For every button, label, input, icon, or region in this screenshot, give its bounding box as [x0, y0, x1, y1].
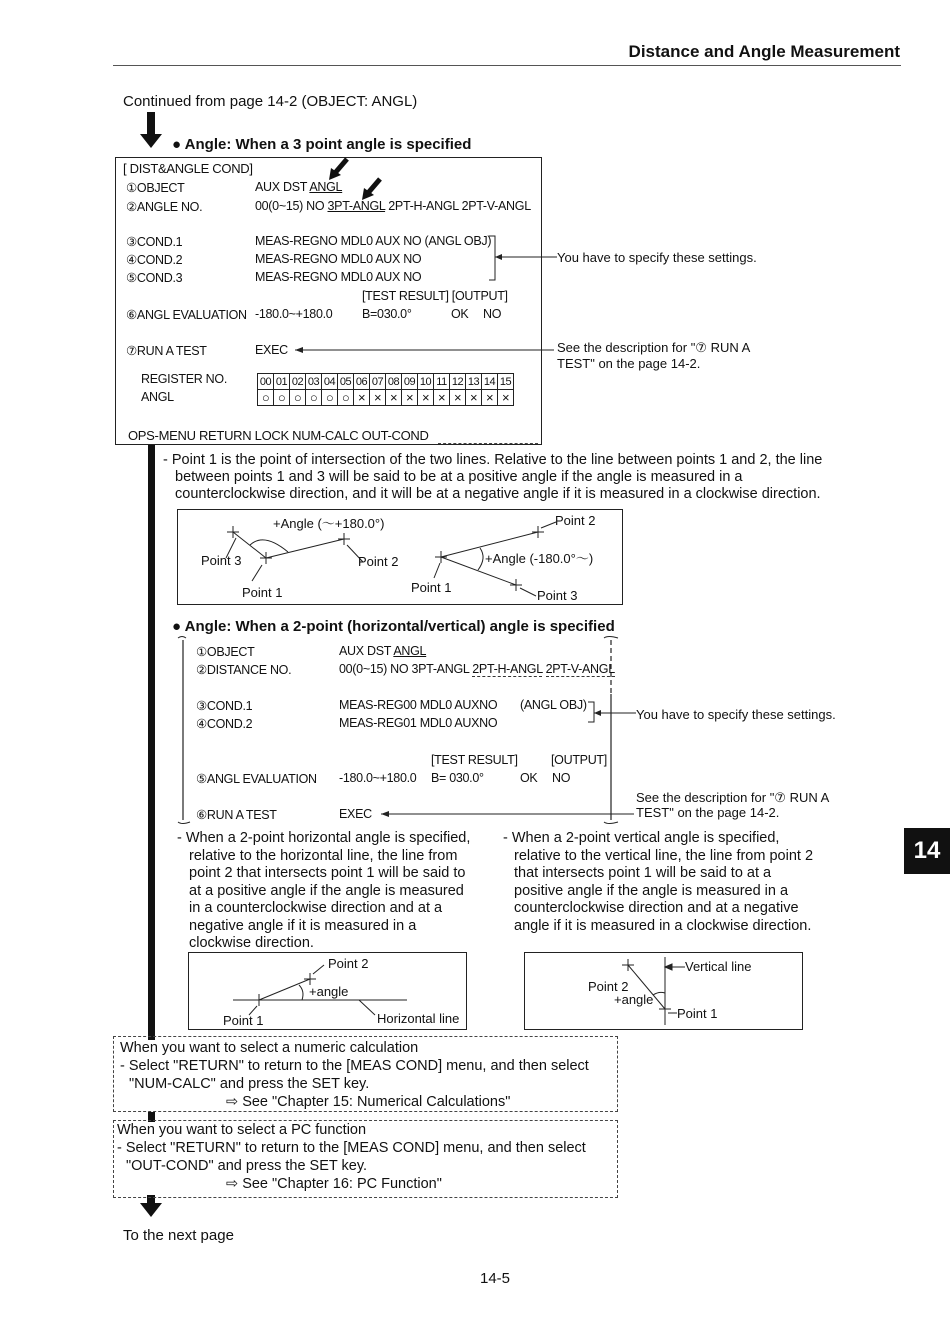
cond3-label: ⑤COND.3 [126, 271, 183, 285]
box1-line-3: "NUM-CALC" and press the SET key. [129, 1076, 370, 1092]
s2-eval-ok: OK [520, 771, 538, 785]
section1-title: ● Angle: When a 3 point angle is specified [172, 136, 472, 153]
s2-test-result: [TEST RESULT] [431, 753, 518, 767]
register-mark-cell: ○ [322, 390, 338, 406]
s2-eval-b: B= 030.0° [431, 771, 484, 785]
fig2-point1-label: Point 1 [411, 580, 452, 595]
chapter-tab: 14 [904, 828, 950, 874]
s2-dist-value: 00(0~15) NO 3PT-ANGL 2PT-H-ANGL 2PT-V-ANGL [339, 662, 615, 676]
cond2-label: ④COND.2 [126, 253, 183, 267]
register-number-cell: 15 [498, 374, 514, 390]
cond3-value: MEAS-REGNO MDL0 AUX NO [255, 270, 422, 284]
s2-cond1-label: ③COND.1 [196, 699, 253, 713]
register-mark-cell: × [434, 390, 450, 406]
screen-title: [ DIST&ANGLE COND] [123, 161, 253, 176]
register-mark-cell: ○ [258, 390, 274, 406]
note-run-1: See the description for "⑦ RUN A [557, 340, 751, 355]
register-number-cell: 03 [306, 374, 322, 390]
s2-run-arrow [378, 807, 636, 821]
box2-line-3: "OUT-COND" and press the SET key. [126, 1158, 368, 1174]
box1-line-2: - Select "RETURN" to return to the [MEAS COND] menu, and then select [120, 1058, 589, 1074]
register-number-cell: 06 [354, 374, 370, 390]
register-number-cell: 04 [322, 374, 338, 390]
page-number: 14-5 [480, 1270, 511, 1287]
register-mark-cell: × [482, 390, 498, 406]
fig-v-angle: +angle [614, 992, 654, 1007]
register-mark-cell: × [386, 390, 402, 406]
fig-h-point2: Point 2 [328, 956, 369, 971]
ops-menu-bar: OPS-MENU RETURN LOCK NUM-CALC OUT-COND [128, 428, 429, 443]
section2-title: ● Angle: When a 2-point (horizontal/vertical) angle is specified [172, 618, 615, 635]
header-rule [113, 65, 901, 66]
angle-figure-3pt [177, 509, 623, 605]
s2-object-label: ①OBJECT [196, 645, 255, 659]
run-value: EXEC [255, 343, 288, 357]
register-number-cell: 07 [370, 374, 386, 390]
cond2-value: MEAS-REGNO MDL0 AUX NO [255, 252, 422, 266]
fig2-point3-label: Point 3 [537, 588, 578, 603]
next-page-note: To the next page [123, 1227, 234, 1244]
register-number-cell: 13 [466, 374, 482, 390]
fig-v-point2: Point 2 [588, 979, 629, 994]
angle-no-label: ②ANGLE NO. [126, 200, 203, 214]
box1-link[interactable]: See "Chapter 15: Numerical Calculations" [242, 1094, 511, 1110]
vertical-angle-figure [524, 952, 803, 1030]
register-mark-cell: × [450, 390, 466, 406]
fig-v-line: Vertical line [685, 959, 752, 974]
s2-eval-range: -180.0~+180.0 [339, 771, 417, 785]
test-result-header: [TEST RESULT] [OUTPUT] [362, 289, 508, 303]
fig2-point2-label: Point 2 [555, 513, 596, 528]
eval-label: ⑥ANGL EVALUATION [126, 308, 247, 322]
s2-settings-bracket [586, 698, 638, 728]
s2-cond2-label: ④COND.2 [196, 717, 253, 731]
register-table [257, 373, 514, 406]
fig1-point1-label: Point 1 [242, 585, 283, 600]
explanation-line-3: counterclockwise direction, and it will be at a negative angle if it is measured in a clockwise direction. [175, 486, 821, 502]
register-mark-cell: × [418, 390, 434, 406]
eval-no: NO [483, 307, 502, 321]
box2-line-2: - Select "RETURN" to return to the [MEAS COND] menu, and then select [117, 1140, 586, 1156]
fig-h-point1: Point 1 [223, 1013, 264, 1028]
screen-continuation [438, 443, 538, 444]
note-settings: You have to specify these settings. [557, 250, 757, 265]
continued-note: Continued from page 14-2 (OBJECT: ANGL) [123, 93, 418, 110]
s2-eval-label: ⑤ANGL EVALUATION [196, 772, 317, 786]
register-mark-cell: ○ [274, 390, 290, 406]
run-label: ⑦RUN A TEST [126, 344, 207, 358]
register-number-cell: 10 [418, 374, 434, 390]
register-number-cell: 08 [386, 374, 402, 390]
register-mark-cell: × [354, 390, 370, 406]
explanation-line-1: - Point 1 is the point of intersection of the two lines. Relative to the line between points 1 and 2, the line [163, 452, 823, 468]
box2-line-1: When you want to select a PC function [117, 1122, 367, 1138]
register-number-cell: 12 [450, 374, 466, 390]
settings-bracket [485, 230, 565, 290]
register-label: REGISTER NO. [141, 372, 227, 386]
fig1-point2-label: Point 2 [358, 554, 399, 569]
register-number-cell: 01 [274, 374, 290, 390]
object-value: AUX DST ANGL [255, 180, 343, 194]
register-number-cell: 00 [258, 374, 274, 390]
flow-bar [148, 445, 155, 1040]
s2-eval-no: NO [552, 771, 571, 785]
register-number-cell: 02 [290, 374, 306, 390]
eval-range: -180.0~+180.0 [255, 307, 333, 321]
register-mark-cell: × [498, 390, 514, 406]
box1-ref [226, 1094, 510, 1110]
horizontal-angle-figure [188, 952, 467, 1030]
flow-arrow-down-icon [138, 112, 164, 152]
explanation-line-2: between points 1 and 3 will be said to be at a positive angle if the angle is measured in a [175, 469, 743, 485]
s2-object-value: AUX DST ANGL [339, 644, 427, 658]
object-label: ①OBJECT [126, 181, 185, 195]
register-number-cell: 09 [402, 374, 418, 390]
angle-no-value: 00(0~15) NO 3PT-ANGL 2PT-H-ANGL 2PT-V-ANGL [255, 199, 531, 213]
s2-note-settings: You have to specify these settings. [636, 707, 836, 722]
register-mark-cell: ○ [338, 390, 354, 406]
cond1-label: ③COND.1 [126, 235, 183, 249]
fig-h-angle: +angle [309, 984, 349, 999]
register-number-cell: 14 [482, 374, 498, 390]
hollow-arrow-icon: ⇨ [226, 1094, 243, 1110]
s2-cond2-value: MEAS-REG01 MDL0 AUXNO [339, 716, 498, 730]
box2-ref [226, 1176, 442, 1192]
eval-b: B=030.0° [362, 307, 412, 321]
eval-ok: OK [451, 307, 469, 321]
box1-line-1: When you want to select a numeric calculation [120, 1040, 419, 1056]
box2-link[interactable]: See "Chapter 16: PC Function" [242, 1176, 442, 1192]
register-mark-cell: × [466, 390, 482, 406]
s2-run-value: EXEC [339, 807, 372, 821]
s2-dist-label: ②DISTANCE NO. [196, 663, 292, 677]
s2-note-run-2: TEST" on the page 14-2. [636, 805, 780, 820]
cond1-value: MEAS-REGNO MDL0 AUX NO (ANGL OBJ) [255, 234, 492, 248]
register-mark-cell: × [370, 390, 386, 406]
angl-label: ANGL [141, 390, 174, 404]
fig-h-line: Horizontal line [377, 1011, 460, 1026]
vertical-angle-text: - When a 2-point vertical angle is specified, relative to the vertical line, the line from point 2 that intersects point 1 will be said to at a positive angle if the angle is measured in a counterclockwise direction and at a negative angle if it is measured in a clockwise direction. [503, 830, 814, 934]
register-mark-cell: ○ [290, 390, 306, 406]
register-mark-cell: × [402, 390, 418, 406]
register-number-cell: 05 [338, 374, 354, 390]
s2-run-label: ⑥RUN A TEST [196, 808, 277, 822]
s2-note-run-1: See the description for "⑦ RUN A [636, 790, 830, 805]
fig1-point3-label: Point 3 [201, 553, 242, 568]
page-header-title: Distance and Angle Measurement [628, 42, 900, 61]
pos-angle-label: +Angle (～+180.0°) [273, 516, 385, 531]
note-run-2: TEST" on the page 14-2. [557, 356, 701, 371]
s2-output: [OUTPUT] [551, 753, 607, 767]
hollow-arrow-icon: ⇨ [226, 1176, 243, 1192]
register-mark-cell: ○ [306, 390, 322, 406]
run-arrow [292, 343, 557, 357]
neg-angle-label: +Angle (-180.0°～) [485, 551, 594, 566]
flow-arrow-down-icon [138, 1195, 164, 1221]
register-number-cell: 11 [434, 374, 450, 390]
s2-cond1-obj: (ANGL OBJ) [520, 698, 587, 712]
fig-v-point1: Point 1 [677, 1006, 718, 1021]
s2-cond1-value: MEAS-REG00 MDL0 AUXNO [339, 698, 498, 712]
horizontal-angle-text: - When a 2-point horizontal angle is specified, relative to the horizontal line, the line from point 2 that intersects point 1 will be said to at a positive angle if the angle is measured in a counterclockwise direction and at a negative angle if it is measured in a clockwise direction. [177, 830, 471, 951]
pointer-arrow-icon [327, 156, 351, 182]
